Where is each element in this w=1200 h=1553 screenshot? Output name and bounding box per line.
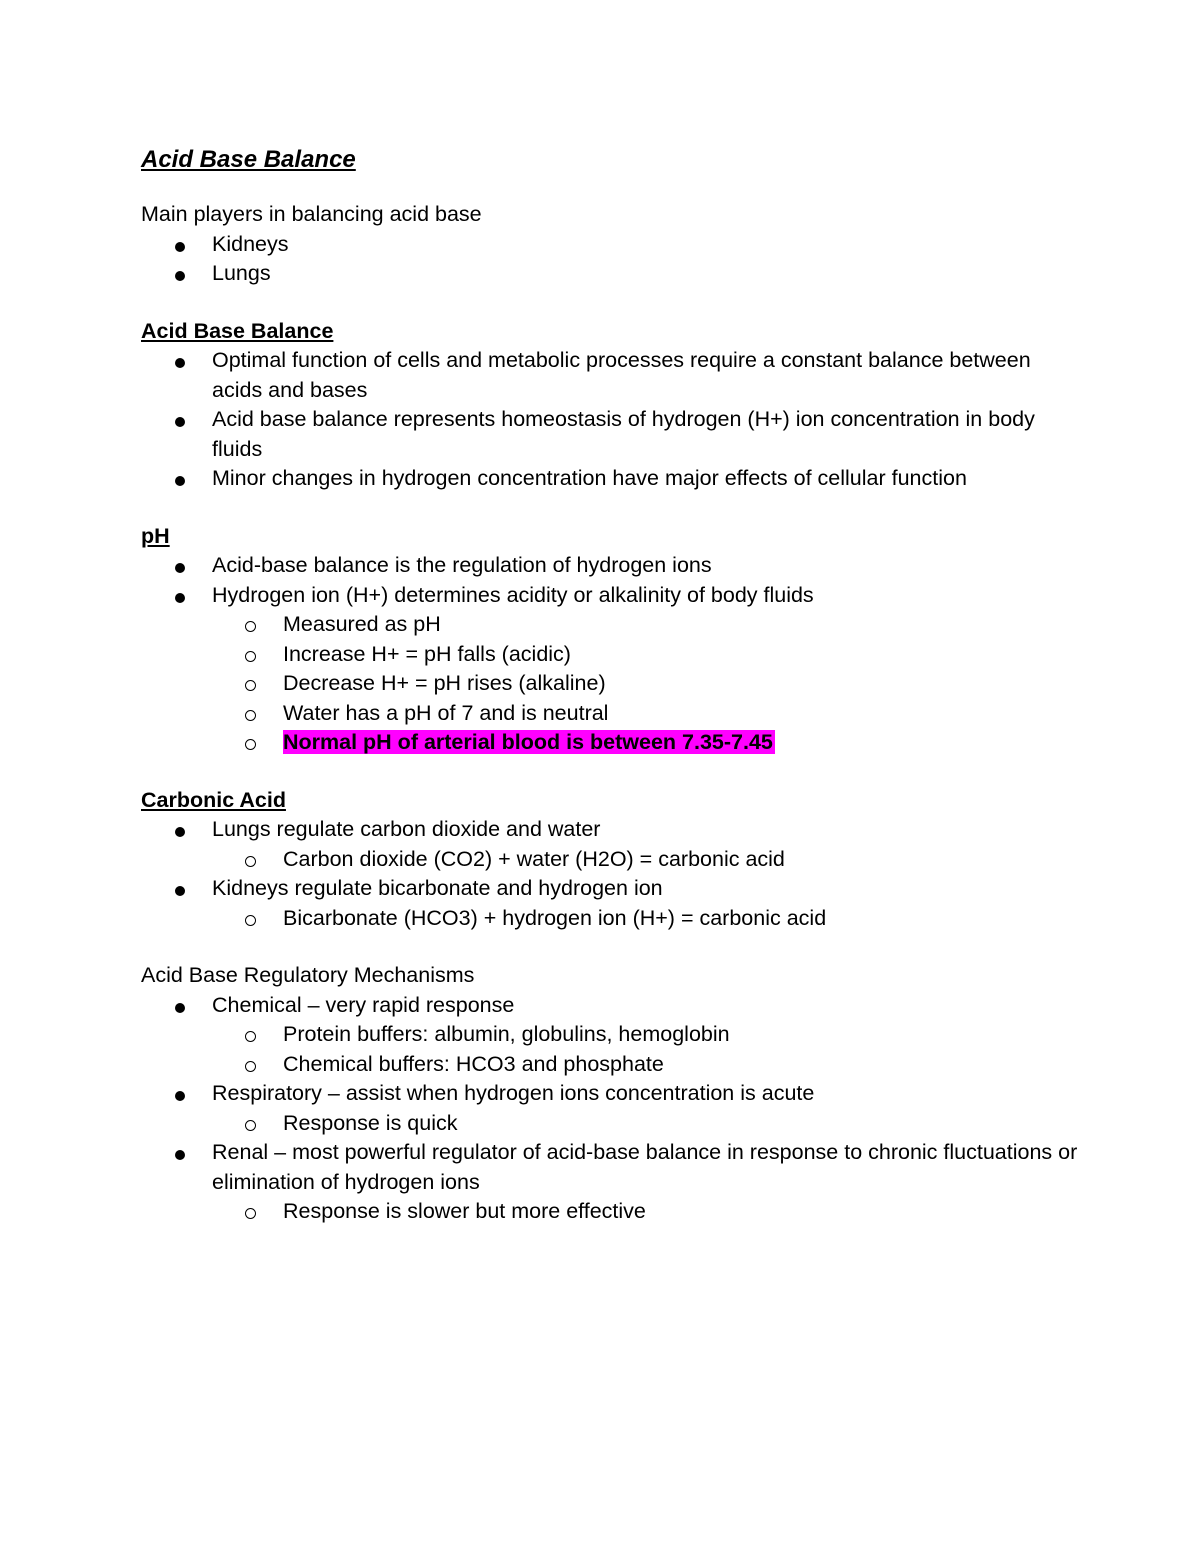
circle-bullet-icon (245, 1061, 256, 1072)
circle-bullet-icon (245, 710, 256, 721)
circle-bullet-icon (245, 680, 256, 691)
bullet-icon (175, 563, 185, 573)
document-page (141, 142, 1081, 1227)
bullet-icon (175, 593, 185, 603)
circle-bullet-icon (245, 1120, 256, 1131)
list-item: Lungs (141, 259, 1081, 289)
bullet-icon (175, 242, 185, 252)
bullet-icon (175, 358, 185, 368)
list-item: Minor changes in hydrogen concentration have major effects of cellular function (141, 464, 1081, 494)
section-heading-carbonic-acid: Carbonic Acid (141, 787, 286, 812)
list-item: Renal – most powerful regulator of acid-base balance in response to chronic fluctuations or elimination of hydrogen ions Response is slower but more effective (141, 1138, 1081, 1227)
circle-bullet-icon (245, 621, 256, 632)
list-item: Acid base balance represents homeostasis of hydrogen (H+) ion concentration in body fluids (141, 405, 1081, 464)
list-item: Kidneys regulate bicarbonate and hydrogen ion Bicarbonate (HCO3) + hydrogen ion (H+) = carbonic acid (141, 874, 1081, 933)
section4-sublist (141, 1197, 1081, 1227)
bullet-icon (175, 271, 185, 281)
highlighted-text: Normal pH of arterial blood is between 7.35-7.45 (283, 730, 773, 754)
circle-bullet-icon (245, 856, 256, 867)
section2-sublist (141, 610, 1081, 758)
intro-list (141, 230, 1081, 289)
sub-list-item: Bicarbonate (HCO3) + hydrogen ion (H+) = carbonic acid (212, 904, 1081, 934)
bullet-icon (175, 1150, 185, 1160)
section4-sublist (141, 1020, 1081, 1079)
sub-list-item: Water has a pH of 7 and is neutral (212, 699, 1081, 729)
list-item: Optimal function of cells and metabolic processes require a constant balance between acids and bases (141, 346, 1081, 405)
section3-list (141, 815, 1081, 933)
list-item: Chemical – very rapid response Protein buffers: albumin, globulins, hemoglobin Chemical buffers: HCO3 and phosphate (141, 991, 1081, 1080)
list-item: Kidneys (141, 230, 1081, 260)
sub-list-item: Protein buffers: albumin, globulins, hemoglobin (212, 1020, 1081, 1050)
section3-sublist (141, 845, 1081, 875)
sub-list-item: Chemical buffers: HCO3 and phosphate (212, 1050, 1081, 1080)
sub-list-item: Response is slower but more effective (212, 1197, 1081, 1227)
list-item: Respiratory – assist when hydrogen ions concentration is acute Response is quick (141, 1079, 1081, 1138)
section4-sublist (141, 1109, 1081, 1139)
sub-list-item: Response is quick (212, 1109, 1081, 1139)
bullet-icon (175, 827, 185, 837)
list-item: Acid-base balance is the regulation of hydrogen ions (141, 551, 1081, 581)
bullet-icon (175, 417, 185, 427)
circle-bullet-icon (245, 739, 256, 750)
document-title: Acid Base Balance (141, 146, 356, 173)
circle-bullet-icon (245, 651, 256, 662)
bullet-icon (175, 1003, 185, 1013)
section-heading-regulatory-mechanisms: Acid Base Regulatory Mechanisms (141, 963, 475, 987)
section2-list (141, 551, 1081, 758)
bullet-icon (175, 1091, 185, 1101)
intro-heading: Main players in balancing acid base (141, 202, 482, 226)
sub-list-item: Measured as pH (212, 610, 1081, 640)
sub-list-item: Carbon dioxide (CO2) + water (H2O) = carbonic acid (212, 845, 1081, 875)
sub-list-item: Decrease H+ = pH rises (alkaline) (212, 669, 1081, 699)
circle-bullet-icon (245, 1208, 256, 1219)
section-heading-ph: pH (141, 523, 170, 548)
sub-list-item (212, 728, 1081, 758)
section-heading-acid-base-balance: Acid Base Balance (141, 318, 334, 343)
circle-bullet-icon (245, 1031, 256, 1042)
circle-bullet-icon (245, 915, 256, 926)
bullet-icon (175, 476, 185, 486)
section4-list (141, 991, 1081, 1227)
sub-list-item: Increase H+ = pH falls (acidic) (212, 640, 1081, 670)
list-item: Hydrogen ion (H+) determines acidity or alkalinity of body fluids Measured as pH Increase H+ = pH falls (acidic) Decrease H+ = pH rises (alkaline) Water has a pH of 7 and is neutral Normal pH of arterial blood is between 7.35-7.45 (141, 581, 1081, 758)
list-item: Lungs regulate carbon dioxide and water Carbon dioxide (CO2) + water (H2O) = carbonic acid (141, 815, 1081, 874)
bullet-icon (175, 886, 185, 896)
section1-list (141, 346, 1081, 494)
section3-sublist (141, 904, 1081, 934)
